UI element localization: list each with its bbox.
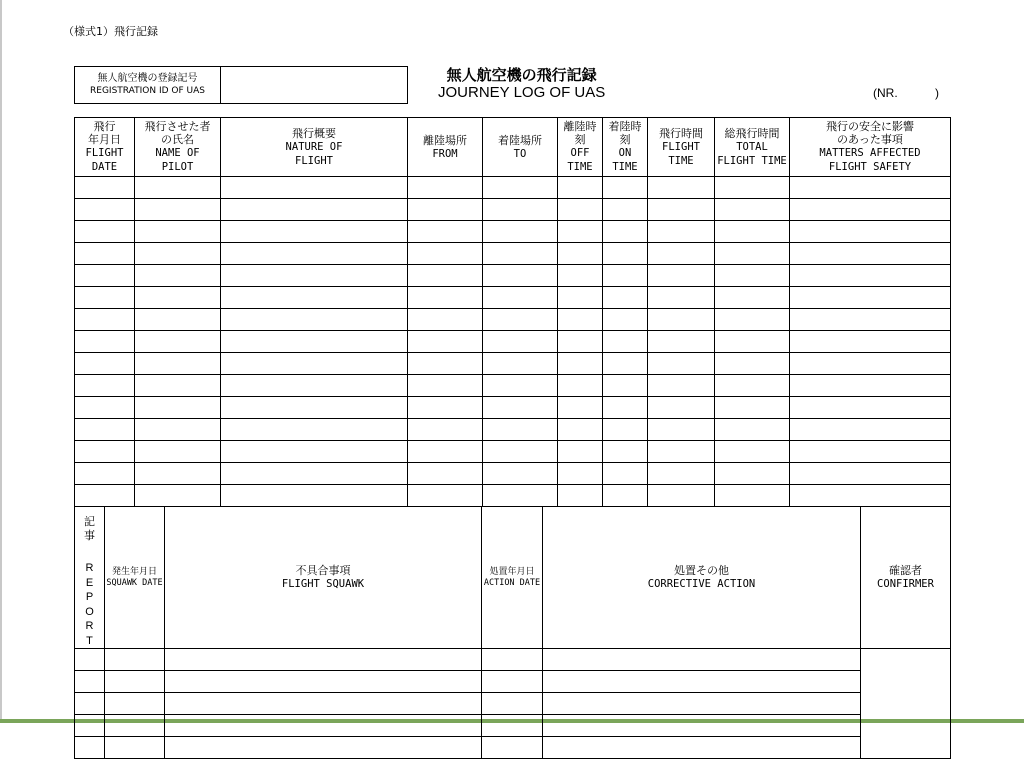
col-header-jp: 飛行の安全に影響 のあった事項	[826, 120, 914, 146]
report-header-en: CONFIRMER	[877, 578, 934, 590]
cell-off-time[interactable]	[558, 441, 603, 463]
report-cell-confirmer[interactable]	[543, 693, 861, 715]
cell-off-time[interactable]	[558, 331, 603, 353]
cell-flight-time[interactable]	[648, 331, 715, 353]
cell-nature-of-flight[interactable]	[221, 309, 408, 331]
cell-flight-date[interactable]	[75, 485, 135, 507]
report-cell-action-date[interactable]	[165, 649, 482, 671]
col-header-to	[483, 118, 558, 177]
cell-total-flight-time[interactable]	[715, 397, 790, 419]
cell-flight-date[interactable]	[75, 243, 135, 265]
report-cell-flight-squawk[interactable]	[105, 693, 165, 715]
cell-to[interactable]	[483, 309, 558, 331]
report-cell-corrective-action[interactable]	[482, 649, 543, 671]
report-table	[74, 506, 951, 759]
cell-off-time[interactable]	[558, 463, 603, 485]
col-header-jp: 着陸場所	[498, 133, 542, 147]
cell-flight-time[interactable]	[648, 287, 715, 309]
cell-pilot-name[interactable]	[135, 243, 221, 265]
cell-flight-date[interactable]	[75, 199, 135, 221]
cell-from[interactable]	[408, 397, 483, 419]
cell-from[interactable]	[408, 353, 483, 375]
cell-flight-time[interactable]	[648, 177, 715, 199]
cell-on-time[interactable]	[603, 177, 648, 199]
cell-on-time[interactable]	[603, 463, 648, 485]
report-body	[75, 649, 951, 759]
registration-label	[75, 67, 221, 103]
cell-flight-date[interactable]	[75, 265, 135, 287]
report-cell-squawk-date[interactable]	[75, 715, 105, 737]
col-header-en: FLIGHT TIME	[662, 140, 700, 167]
cell-flight-time[interactable]	[648, 243, 715, 265]
cell-total-flight-time[interactable]	[715, 485, 790, 507]
cell-from[interactable]	[408, 463, 483, 485]
cell-nature-of-flight[interactable]	[221, 199, 408, 221]
cell-pilot-name[interactable]	[135, 419, 221, 441]
cell-matters-affected[interactable]	[790, 353, 951, 375]
report-cell-flight-squawk[interactable]	[105, 649, 165, 671]
cell-flight-date[interactable]	[75, 309, 135, 331]
cell-total-flight-time[interactable]	[715, 375, 790, 397]
col-header-jp: 着陸時 刻	[608, 120, 642, 146]
page-edge	[0, 0, 2, 723]
cell-matters-affected[interactable]	[790, 309, 951, 331]
cell-on-time[interactable]	[603, 397, 648, 419]
cell-from[interactable]	[408, 375, 483, 397]
cell-on-time[interactable]	[603, 221, 648, 243]
cell-from[interactable]	[408, 177, 483, 199]
col-header-jp: 飛行時間	[659, 126, 703, 140]
cell-off-time[interactable]	[558, 353, 603, 375]
cell-pilot-name[interactable]	[135, 265, 221, 287]
cell-total-flight-time[interactable]	[715, 419, 790, 441]
cell-flight-date[interactable]	[75, 463, 135, 485]
cell-to[interactable]	[483, 485, 558, 507]
col-header-from	[408, 118, 483, 177]
cell-matters-affected[interactable]	[790, 287, 951, 309]
registration-label-jp: 無人航空機の登録記号	[97, 73, 198, 84]
cell-total-flight-time[interactable]	[715, 177, 790, 199]
report-cell-squawk-date[interactable]	[75, 737, 105, 759]
report-cell-squawk-date[interactable]	[75, 693, 105, 715]
col-header-en: TO	[513, 147, 527, 160]
report-header-confirmer	[861, 507, 951, 649]
col-header-en: OFF TIME	[567, 147, 593, 173]
cell-matters-affected[interactable]	[790, 485, 951, 507]
cell-nature-of-flight[interactable]	[221, 441, 408, 463]
table-row	[75, 243, 951, 265]
cell-to[interactable]	[483, 441, 558, 463]
cell-on-time[interactable]	[603, 419, 648, 441]
cell-flight-time[interactable]	[648, 485, 715, 507]
col-header-flight-time	[648, 118, 715, 177]
form-number-label: （様式1）飛行記録	[63, 25, 158, 38]
report-header-en: CORRECTIVE ACTION	[647, 578, 756, 590]
cell-from[interactable]	[408, 331, 483, 353]
cell-matters-affected[interactable]	[790, 221, 951, 243]
registration-id-field[interactable]	[221, 67, 407, 103]
cell-total-flight-time[interactable]	[715, 265, 790, 287]
cell-from[interactable]	[408, 485, 483, 507]
cell-flight-date[interactable]	[75, 287, 135, 309]
col-header-jp: 飛行概要	[292, 126, 336, 140]
report-row	[75, 671, 951, 693]
cell-to[interactable]	[483, 353, 558, 375]
cell-nature-of-flight[interactable]	[221, 463, 408, 485]
cell-total-flight-time[interactable]	[715, 463, 790, 485]
col-header-total-flight-time	[715, 118, 790, 177]
cell-from[interactable]	[408, 265, 483, 287]
report-cell-action-date[interactable]	[165, 671, 482, 693]
cell-to[interactable]	[483, 331, 558, 353]
cell-flight-date[interactable]	[75, 331, 135, 353]
report-header-action-date	[482, 507, 543, 649]
title-jp: 無人航空機の飛行記録	[446, 66, 597, 84]
report-side-en: R E P O R T	[85, 562, 94, 647]
cell-from[interactable]	[408, 199, 483, 221]
cell-flight-time[interactable]	[648, 309, 715, 331]
cell-off-time[interactable]	[558, 177, 603, 199]
cell-to[interactable]	[483, 463, 558, 485]
cell-on-time[interactable]	[603, 309, 648, 331]
cell-from[interactable]	[408, 441, 483, 463]
cell-pilot-name[interactable]	[135, 375, 221, 397]
table-row	[75, 441, 951, 463]
cell-matters-affected[interactable]	[790, 441, 951, 463]
cell-on-time[interactable]	[603, 485, 648, 507]
cell-nature-of-flight[interactable]	[221, 287, 408, 309]
report-header-en: SQUAWK DATE	[106, 577, 163, 588]
col-header-matters-affected	[790, 118, 951, 177]
cell-matters-affected[interactable]	[790, 419, 951, 441]
cell-pilot-name[interactable]	[135, 221, 221, 243]
report-row	[75, 649, 951, 671]
cell-flight-date[interactable]	[75, 397, 135, 419]
cell-on-time[interactable]	[603, 287, 648, 309]
report-header-flight-squawk	[165, 507, 482, 649]
col-header-jp: 離陸場所	[423, 133, 467, 147]
col-header-en: TOTAL FLIGHT TIME	[717, 140, 787, 167]
cell-from[interactable]	[408, 221, 483, 243]
cell-flight-time[interactable]	[648, 375, 715, 397]
report-cell-corrective-action[interactable]	[482, 737, 543, 759]
col-header-jp: 離陸時 刻	[563, 120, 597, 146]
cell-off-time[interactable]	[558, 199, 603, 221]
col-header-on-time	[603, 118, 648, 177]
journey-log-table	[74, 117, 951, 507]
table-row	[75, 177, 951, 199]
cell-total-flight-time[interactable]	[715, 309, 790, 331]
cell-total-flight-time[interactable]	[715, 441, 790, 463]
report-row	[75, 693, 951, 715]
cell-flight-date[interactable]	[75, 221, 135, 243]
cell-from[interactable]	[408, 243, 483, 265]
report-cell-confirmer[interactable]	[543, 649, 861, 671]
cell-pilot-name[interactable]	[135, 397, 221, 419]
report-row	[75, 715, 951, 737]
report-header-jp: 処置年月日	[489, 566, 535, 577]
cell-flight-date[interactable]	[75, 375, 135, 397]
report-side-label	[75, 507, 105, 649]
col-header-jp: 飛行させた者 の氏名	[144, 120, 211, 146]
cell-total-flight-time[interactable]	[715, 287, 790, 309]
table-row	[75, 375, 951, 397]
cell-on-time[interactable]	[603, 441, 648, 463]
cell-pilot-name[interactable]	[135, 463, 221, 485]
table-row	[75, 265, 951, 287]
col-header-en: ON TIME	[612, 147, 638, 173]
report-cell-flight-squawk[interactable]	[105, 671, 165, 693]
report-cell-corrective-action[interactable]	[482, 671, 543, 693]
cell-to[interactable]	[483, 419, 558, 441]
cell-off-time[interactable]	[558, 265, 603, 287]
report-cell-corrective-action[interactable]	[482, 715, 543, 737]
cell-pilot-name[interactable]	[135, 353, 221, 375]
report-header-jp: 不具合事項	[295, 564, 351, 577]
cell-matters-affected[interactable]	[790, 265, 951, 287]
cell-to[interactable]	[483, 287, 558, 309]
table-row	[75, 353, 951, 375]
report-cell-action-date[interactable]	[165, 715, 482, 737]
cell-total-flight-time[interactable]	[715, 199, 790, 221]
report-cell-action-date[interactable]	[165, 737, 482, 759]
cell-pilot-name[interactable]	[135, 177, 221, 199]
cell-to[interactable]	[483, 265, 558, 287]
cell-total-flight-time[interactable]	[715, 353, 790, 375]
cell-to[interactable]	[483, 199, 558, 221]
cell-pilot-name[interactable]	[135, 309, 221, 331]
col-header-en: MATTERS AFFECTED FLIGHT SAFETY	[819, 147, 921, 173]
registration-box	[74, 66, 408, 104]
report-header-en: ACTION DATE	[483, 577, 541, 588]
cell-flight-time[interactable]	[648, 221, 715, 243]
col-header-en: FLIGHT DATE	[85, 147, 124, 173]
report-cell-squawk-date[interactable]	[75, 671, 105, 693]
cell-off-time[interactable]	[558, 221, 603, 243]
table-row	[75, 331, 951, 353]
log-body	[75, 177, 951, 507]
cell-matters-affected[interactable]	[790, 243, 951, 265]
col-header-off-time	[558, 118, 603, 177]
log-number	[873, 86, 939, 100]
cell-off-time[interactable]	[558, 287, 603, 309]
cell-on-time[interactable]	[603, 331, 648, 353]
cell-nature-of-flight[interactable]	[221, 243, 408, 265]
col-header-en: NATURE OF FLIGHT	[285, 140, 343, 167]
report-cell-squawk-date[interactable]	[75, 649, 105, 671]
cell-on-time[interactable]	[603, 199, 648, 221]
cell-nature-of-flight[interactable]	[221, 177, 408, 199]
cell-matters-affected[interactable]	[790, 375, 951, 397]
report-cell-flight-squawk[interactable]	[105, 737, 165, 759]
cell-off-time[interactable]	[558, 419, 603, 441]
cell-pilot-name[interactable]	[135, 485, 221, 507]
cell-pilot-name[interactable]	[135, 441, 221, 463]
report-cell-confirmer[interactable]	[543, 715, 861, 737]
report-cell-corrective-action[interactable]	[482, 693, 543, 715]
col-header-jp: 総飛行時間	[724, 126, 780, 140]
report-cell-action-date[interactable]	[165, 693, 482, 715]
cell-nature-of-flight[interactable]	[221, 331, 408, 353]
report-cell-confirmer[interactable]	[543, 737, 861, 759]
cell-to[interactable]	[483, 221, 558, 243]
table-row	[75, 463, 951, 485]
cell-total-flight-time[interactable]	[715, 331, 790, 353]
cell-matters-affected[interactable]	[790, 177, 951, 199]
table-row	[75, 287, 951, 309]
cell-on-time[interactable]	[603, 353, 648, 375]
col-header-flight-date	[75, 118, 135, 177]
cell-nature-of-flight[interactable]	[221, 221, 408, 243]
col-header-en: FROM	[432, 147, 458, 160]
nr-close: )	[935, 86, 939, 100]
report-header-squawk-date	[105, 507, 165, 649]
table-row	[75, 419, 951, 441]
report-header-corrective-action	[543, 507, 861, 649]
col-header-en: NAME OF PILOT	[155, 147, 200, 173]
cell-pilot-name[interactable]	[135, 287, 221, 309]
table-row	[75, 199, 951, 221]
cell-from[interactable]	[408, 419, 483, 441]
report-header-jp: 確認者	[889, 564, 922, 577]
report-header-en: FLIGHT SQUAWK	[281, 578, 365, 590]
table-row	[75, 485, 951, 507]
col-header-nature-of-flight	[221, 118, 408, 177]
cell-flight-date[interactable]	[75, 419, 135, 441]
title-en: JOURNEY LOG OF UAS	[438, 84, 606, 101]
cell-off-time[interactable]	[558, 243, 603, 265]
cell-on-time[interactable]	[603, 243, 648, 265]
cell-flight-date[interactable]	[75, 353, 135, 375]
cell-nature-of-flight[interactable]	[221, 265, 408, 287]
cell-matters-affected[interactable]	[790, 397, 951, 419]
cell-nature-of-flight[interactable]	[221, 419, 408, 441]
cell-pilot-name[interactable]	[135, 331, 221, 353]
cell-off-time[interactable]	[558, 397, 603, 419]
cell-flight-time[interactable]	[648, 463, 715, 485]
report-row	[75, 737, 951, 759]
log-header-row	[75, 118, 951, 177]
cell-nature-of-flight[interactable]	[221, 397, 408, 419]
cell-off-time[interactable]	[558, 485, 603, 507]
cell-on-time[interactable]	[603, 375, 648, 397]
report-cell-flight-squawk[interactable]	[105, 715, 165, 737]
report-header-jp: 発生年月日	[111, 566, 157, 577]
table-row	[75, 397, 951, 419]
report-header-row	[75, 507, 951, 649]
cell-matters-affected[interactable]	[790, 199, 951, 221]
cell-flight-time[interactable]	[648, 419, 715, 441]
report-side-jp: 記 事	[84, 515, 95, 542]
cell-pilot-name[interactable]	[135, 199, 221, 221]
cell-total-flight-time[interactable]	[715, 221, 790, 243]
cell-nature-of-flight[interactable]	[221, 375, 408, 397]
page-title	[438, 66, 605, 102]
report-header-jp: 処置その他	[674, 564, 729, 577]
cell-to[interactable]	[483, 375, 558, 397]
nr-open: (NR.	[873, 86, 898, 100]
cell-flight-time[interactable]	[648, 397, 715, 419]
cell-to[interactable]	[483, 177, 558, 199]
cell-flight-time[interactable]	[648, 441, 715, 463]
cell-matters-affected[interactable]	[790, 463, 951, 485]
cell-off-time[interactable]	[558, 375, 603, 397]
report-cell-confirmer[interactable]	[543, 671, 861, 693]
cell-matters-affected[interactable]	[790, 331, 951, 353]
cell-flight-time[interactable]	[648, 265, 715, 287]
table-row	[75, 221, 951, 243]
table-row	[75, 309, 951, 331]
cell-flight-time[interactable]	[648, 199, 715, 221]
cell-flight-time[interactable]	[648, 353, 715, 375]
cell-to[interactable]	[483, 397, 558, 419]
col-header-jp: 飛行 年月日	[88, 120, 121, 146]
cell-off-time[interactable]	[558, 309, 603, 331]
cell-from[interactable]	[408, 309, 483, 331]
cell-total-flight-time[interactable]	[715, 243, 790, 265]
registration-label-en: REGISTRATION ID OF UAS	[90, 86, 205, 96]
col-header-pilot-name	[135, 118, 221, 177]
cell-nature-of-flight[interactable]	[221, 353, 408, 375]
cell-nature-of-flight[interactable]	[221, 485, 408, 507]
cell-flight-date[interactable]	[75, 177, 135, 199]
cell-on-time[interactable]	[603, 265, 648, 287]
cell-to[interactable]	[483, 243, 558, 265]
cell-from[interactable]	[408, 287, 483, 309]
cell-flight-date[interactable]	[75, 441, 135, 463]
